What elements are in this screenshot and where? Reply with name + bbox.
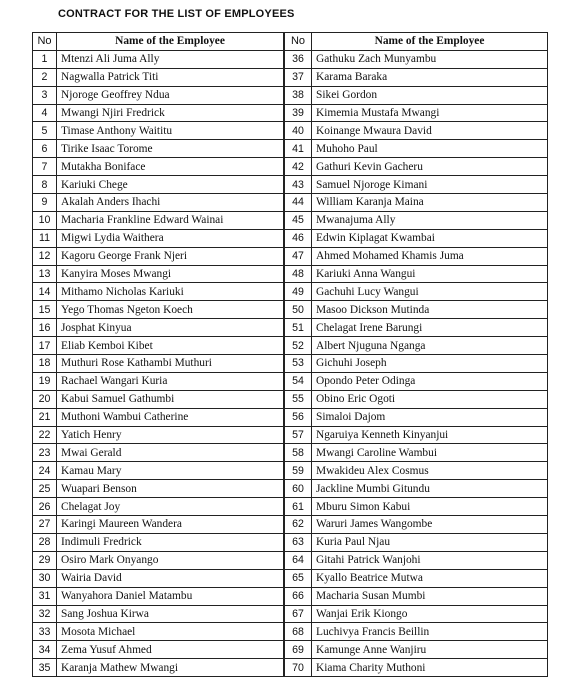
employee-number: 15 <box>33 301 57 319</box>
employee-name: Migwi Lydia Waithera <box>57 229 284 247</box>
table-row <box>33 319 284 337</box>
employee-name: Muthuri Rose Kathambi Muthuri <box>57 355 284 373</box>
employee-number: 12 <box>33 247 57 265</box>
table-row <box>33 498 284 516</box>
table-row <box>33 533 284 551</box>
employee-number: 59 <box>285 462 312 480</box>
table-row <box>33 194 284 212</box>
employee-number: 16 <box>33 319 57 337</box>
employee-name: Gichuhi Joseph <box>312 355 548 373</box>
employee-number: 69 <box>285 641 312 659</box>
employee-name: Mwangi Caroline Wambui <box>312 444 548 462</box>
employee-name: Njoroge Geoffrey Ndua <box>57 86 284 104</box>
table-row <box>33 211 284 229</box>
employee-tables <box>32 32 548 674</box>
table-row <box>33 641 284 659</box>
employee-number: 32 <box>33 605 57 623</box>
table-row <box>285 337 548 355</box>
employee-name: Mithamo Nicholas Kariuki <box>57 283 284 301</box>
employee-number: 7 <box>33 158 57 176</box>
employee-name: Kariuki Anna Wangui <box>312 265 548 283</box>
employee-name: Wanyahora Daniel Matambu <box>57 587 284 605</box>
employee-number: 55 <box>285 390 312 408</box>
table-row <box>33 462 284 480</box>
employee-name: Koinange Mwaura David <box>312 122 548 140</box>
table-row <box>33 301 284 319</box>
table-header-row <box>285 33 548 51</box>
employee-name: Samuel Njoroge Kimani <box>312 176 548 194</box>
table-row <box>285 265 548 283</box>
table-row <box>285 355 548 373</box>
employee-number: 60 <box>285 480 312 498</box>
table-row <box>285 444 548 462</box>
employee-name: Kimemia Mustafa Mwangi <box>312 104 548 122</box>
table-row <box>33 408 284 426</box>
employee-name: Jackline Mumbi Gitundu <box>312 480 548 498</box>
employee-number: 41 <box>285 140 312 158</box>
employee-number: 51 <box>285 319 312 337</box>
employee-number: 27 <box>33 516 57 534</box>
employee-name: Karanja Mathew Mwangi <box>57 659 284 677</box>
table-row <box>33 122 284 140</box>
employee-name: Masoo Dickson Mutinda <box>312 301 548 319</box>
employee-number: 21 <box>33 408 57 426</box>
employee-name: Waruri James Wangombe <box>312 516 548 534</box>
employee-name: Mosota Michael <box>57 623 284 641</box>
table-row <box>285 140 548 158</box>
table-row <box>285 50 548 68</box>
employee-name: Macharia Frankline Edward Wainai <box>57 211 284 229</box>
employee-number: 62 <box>285 516 312 534</box>
employee-number: 4 <box>33 104 57 122</box>
table-row <box>285 551 548 569</box>
employee-name: Gitahi Patrick Wanjohi <box>312 551 548 569</box>
table-row <box>285 211 548 229</box>
employee-name: Gathuku Zach Munyambu <box>312 50 548 68</box>
table-row <box>285 659 548 677</box>
employee-number: 66 <box>285 587 312 605</box>
table-row <box>33 355 284 373</box>
employee-number: 49 <box>285 283 312 301</box>
employee-number: 46 <box>285 229 312 247</box>
employee-name: Sang Joshua Kirwa <box>57 605 284 623</box>
employee-name: Karingi Maureen Wandera <box>57 516 284 534</box>
employee-number: 37 <box>285 68 312 86</box>
table-row <box>285 372 548 390</box>
employee-name: Chelagat Joy <box>57 498 284 516</box>
employee-number: 68 <box>285 623 312 641</box>
employee-number: 44 <box>285 194 312 212</box>
table-row <box>285 194 548 212</box>
employee-number: 5 <box>33 122 57 140</box>
employee-name: Gathuri Kevin Gacheru <box>312 158 548 176</box>
employee-number: 34 <box>33 641 57 659</box>
table-row <box>285 176 548 194</box>
employee-number: 26 <box>33 498 57 516</box>
employee-number: 42 <box>285 158 312 176</box>
table-row <box>285 68 548 86</box>
table-row <box>285 158 548 176</box>
employee-name: Kamau Mary <box>57 462 284 480</box>
employee-number: 52 <box>285 337 312 355</box>
employee-number: 47 <box>285 247 312 265</box>
employee-name: Opondo Peter Odinga <box>312 372 548 390</box>
table-row <box>33 50 284 68</box>
employee-name: Albert Njuguna Nganga <box>312 337 548 355</box>
table-row <box>285 533 548 551</box>
employee-name: Obino Eric Ogoti <box>312 390 548 408</box>
table-row <box>285 462 548 480</box>
employee-number: 54 <box>285 372 312 390</box>
employee-name: Josphat Kinyua <box>57 319 284 337</box>
table-row <box>33 283 284 301</box>
employee-number: 6 <box>33 140 57 158</box>
table-row <box>285 283 548 301</box>
table-row <box>285 301 548 319</box>
table-row <box>33 158 284 176</box>
employee-number: 40 <box>285 122 312 140</box>
employee-name: Wairia David <box>57 569 284 587</box>
column-header-name: Name of the Employee <box>57 33 284 51</box>
employee-number: 39 <box>285 104 312 122</box>
document-title: CONTRACT FOR THE LIST OF EMPLOYEES <box>58 8 295 20</box>
employee-number: 35 <box>33 659 57 677</box>
table-row <box>33 390 284 408</box>
table-row <box>33 265 284 283</box>
employee-name: Zema Yusuf Ahmed <box>57 641 284 659</box>
employee-name: Kamunge Anne Wanjiru <box>312 641 548 659</box>
table-row <box>285 229 548 247</box>
employee-number: 3 <box>33 86 57 104</box>
employee-name: Mutakha Boniface <box>57 158 284 176</box>
employee-name: Kyallo Beatrice Mutwa <box>312 569 548 587</box>
employee-name: Yatich Henry <box>57 426 284 444</box>
employee-number: 22 <box>33 426 57 444</box>
column-header-no: No <box>285 33 312 51</box>
employee-name: Muhoho Paul <box>312 140 548 158</box>
employee-number: 11 <box>33 229 57 247</box>
employee-name: Simaloi Dajom <box>312 408 548 426</box>
employee-number: 61 <box>285 498 312 516</box>
table-row <box>33 623 284 641</box>
table-row <box>285 623 548 641</box>
employee-name: Akalah Anders Ihachi <box>57 194 284 212</box>
employee-number: 8 <box>33 176 57 194</box>
table-row <box>285 408 548 426</box>
employee-number: 14 <box>33 283 57 301</box>
employee-number: 58 <box>285 444 312 462</box>
employee-name: Mwakideu Alex Cosmus <box>312 462 548 480</box>
table-body-left <box>33 50 284 676</box>
employee-number: 45 <box>285 211 312 229</box>
employee-number: 43 <box>285 176 312 194</box>
employee-name: Eliab Kemboi Kibet <box>57 337 284 355</box>
table-row <box>285 319 548 337</box>
employee-name: Wanjai Erik Kiongo <box>312 605 548 623</box>
employee-name: Mtenzi Ali Juma Ally <box>57 50 284 68</box>
employee-number: 19 <box>33 372 57 390</box>
column-header-no: No <box>33 33 57 51</box>
employee-name: Ahmed Mohamed Khamis Juma <box>312 247 548 265</box>
employee-name: Sikei Gordon <box>312 86 548 104</box>
employee-name: Mwanajuma Ally <box>312 211 548 229</box>
employee-number: 50 <box>285 301 312 319</box>
table-row <box>33 337 284 355</box>
employee-number: 29 <box>33 551 57 569</box>
employee-number: 33 <box>33 623 57 641</box>
employee-name: William Karanja Maina <box>312 194 548 212</box>
employee-number: 67 <box>285 605 312 623</box>
employee-name: Rachael Wangari Kuria <box>57 372 284 390</box>
employee-name: Kuria Paul Njau <box>312 533 548 551</box>
employee-name: Kagoru George Frank Njeri <box>57 247 284 265</box>
employee-number: 57 <box>285 426 312 444</box>
table-row <box>33 229 284 247</box>
table-row <box>33 569 284 587</box>
employee-name: Osiro Mark Onyango <box>57 551 284 569</box>
employee-number: 18 <box>33 355 57 373</box>
employee-name: Muthoni Wambui Catherine <box>57 408 284 426</box>
employee-name: Edwin Kiplagat Kwambai <box>312 229 548 247</box>
table-row <box>33 426 284 444</box>
employee-name: Kanyira Moses Mwangi <box>57 265 284 283</box>
employee-number: 56 <box>285 408 312 426</box>
table-row <box>33 176 284 194</box>
table-row <box>33 140 284 158</box>
employee-number: 20 <box>33 390 57 408</box>
employee-table-right <box>284 32 548 677</box>
employee-number: 53 <box>285 355 312 373</box>
employee-name: Mburu Simon Kabui <box>312 498 548 516</box>
employee-number: 36 <box>285 50 312 68</box>
employee-name: Luchivya Francis Beillin <box>312 623 548 641</box>
employee-name: Timase Anthony Waititu <box>57 122 284 140</box>
employee-name: Ngaruiya Kenneth Kinyanjui <box>312 426 548 444</box>
employee-name: Macharia Susan Mumbi <box>312 587 548 605</box>
table-row <box>285 104 548 122</box>
table-body-right <box>285 50 548 676</box>
table-row <box>285 426 548 444</box>
employee-number: 23 <box>33 444 57 462</box>
employee-number: 31 <box>33 587 57 605</box>
employee-number: 17 <box>33 337 57 355</box>
employee-name: Kariuki Chege <box>57 176 284 194</box>
table-row <box>285 641 548 659</box>
employee-name: Tirike Isaac Torome <box>57 140 284 158</box>
employee-number: 9 <box>33 194 57 212</box>
employee-number: 25 <box>33 480 57 498</box>
employee-name: Mwai Gerald <box>57 444 284 462</box>
table-row <box>285 247 548 265</box>
employee-name: Yego Thomas Ngeton Koech <box>57 301 284 319</box>
employee-name: Chelagat Irene Barungi <box>312 319 548 337</box>
employee-number: 1 <box>33 50 57 68</box>
table-row <box>285 390 548 408</box>
table-row <box>285 122 548 140</box>
employee-number: 70 <box>285 659 312 677</box>
table-row <box>285 480 548 498</box>
employee-number: 38 <box>285 86 312 104</box>
employee-number: 48 <box>285 265 312 283</box>
employee-name: Kabui Samuel Gathumbi <box>57 390 284 408</box>
table-row <box>285 587 548 605</box>
table-row <box>285 498 548 516</box>
table-row <box>33 372 284 390</box>
employee-name: Nagwalla Patrick Titi <box>57 68 284 86</box>
table-row <box>33 68 284 86</box>
employee-number: 24 <box>33 462 57 480</box>
employee-number: 65 <box>285 569 312 587</box>
table-row <box>33 551 284 569</box>
column-header-name: Name of the Employee <box>312 33 548 51</box>
employee-name: Indimuli Fredrick <box>57 533 284 551</box>
table-row <box>285 516 548 534</box>
employee-table-left <box>32 32 284 677</box>
employee-number: 64 <box>285 551 312 569</box>
employee-number: 10 <box>33 211 57 229</box>
table-row <box>33 247 284 265</box>
employee-number: 63 <box>285 533 312 551</box>
employee-name: Wuapari Benson <box>57 480 284 498</box>
table-row <box>285 569 548 587</box>
table-row <box>33 587 284 605</box>
table-row <box>33 480 284 498</box>
employee-name: Karama Baraka <box>312 68 548 86</box>
employee-name: Mwangi Njiri Fredrick <box>57 104 284 122</box>
table-row <box>33 86 284 104</box>
table-row <box>33 659 284 677</box>
employee-number: 2 <box>33 68 57 86</box>
table-row <box>33 516 284 534</box>
table-row <box>33 104 284 122</box>
employee-name: Kiama Charity Muthoni <box>312 659 548 677</box>
table-header-row <box>33 33 284 51</box>
table-row <box>285 86 548 104</box>
employee-number: 30 <box>33 569 57 587</box>
employee-number: 28 <box>33 533 57 551</box>
table-row <box>33 444 284 462</box>
employee-number: 13 <box>33 265 57 283</box>
employee-name: Gachuhi Lucy Wangui <box>312 283 548 301</box>
